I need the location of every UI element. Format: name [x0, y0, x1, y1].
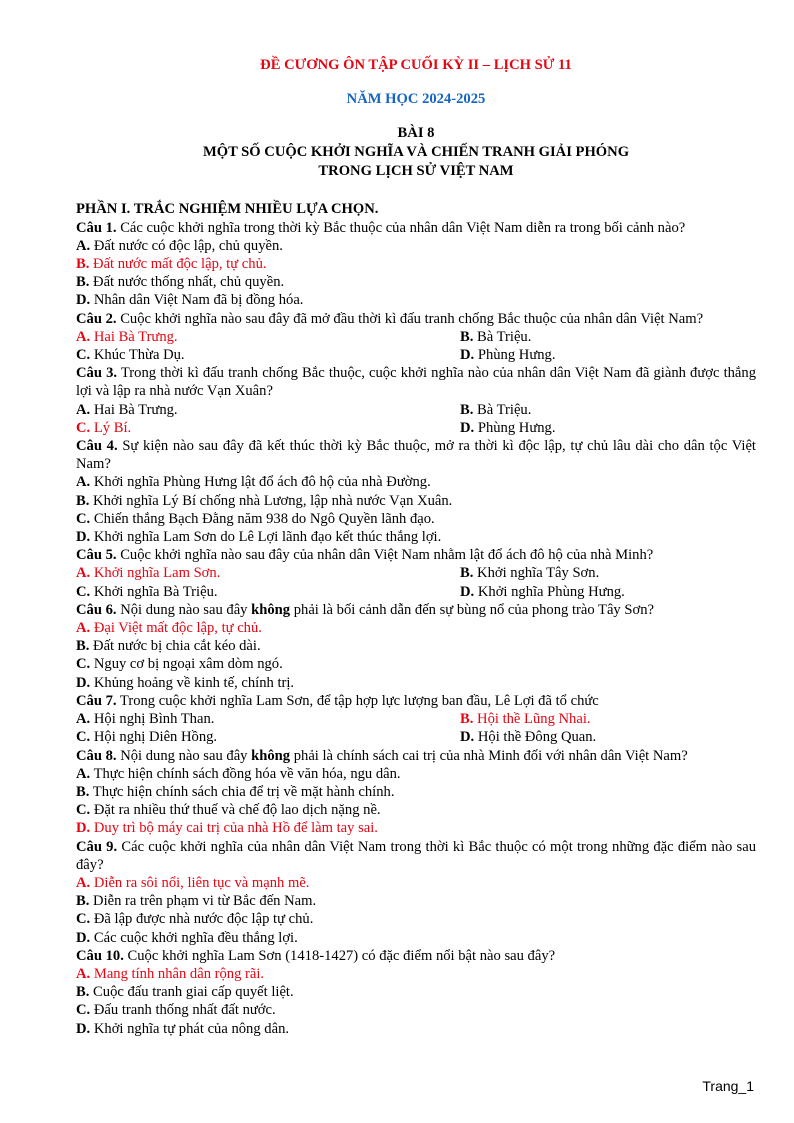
option-b: B. Bà Triệu. [460, 328, 532, 345]
question-number: Câu 3. [76, 365, 118, 382]
option-d: D. Các cuộc khởi nghĩa đều thắng lợi. [76, 929, 298, 946]
option-b: B. Đất nước thống nhất, chủ quyền. [76, 274, 285, 291]
option-a: A. Hội nghị Bình Than. [76, 711, 215, 728]
option-c: C. Đấu tranh thống nhất đất nước. [76, 1002, 276, 1019]
option-b: B. Đất nước bị chia cắt kéo dài. [76, 638, 261, 655]
question-text: Cuộc khởi nghĩa nào sau đây đã mở đầu thời kì đấu tranh chống Bắc thuộc của nhân dân Việt Nam? [116, 310, 704, 327]
document-title: ĐỀ CƯƠNG ÔN TẬP CUỐI KỲ II – LỊCH SỬ 11 [260, 57, 572, 73]
option-a: A. Đất nước có độc lập, chủ quyền. [76, 237, 283, 254]
question-number: Câu 9. [76, 838, 118, 855]
question-number: Câu 1. [76, 219, 117, 236]
question-8: Câu 8. Nội dung nào sau đây không phải là chính sách cai trị của nhà Minh đối với nhân dân Việt Nam? A. Thực hiện chính sách đồng hóa về văn hóa, ngu dân. B. Thực hiện chính sách chia để trị về mặt hành chính. C. Đặt ra nhiều thứ thuế và chế độ lao dịch nặng nề. D. Duy trì bộ máy cai trị của nhà Hồ để làm tay sai. [76, 747, 756, 838]
part-title: PHẦN I. TRẮC NGHIỆM NHIỀU LỰA CHỌN. [76, 201, 379, 218]
option-d: D. Phùng Hưng. [460, 419, 556, 436]
question-text: Trong cuộc khởi nghĩa Lam Sơn, để tập hợp lực lượng ban đầu, Lê Lợi đã tổ chức [116, 692, 599, 709]
option-b-answer: B. Đất nước mất độc lập, tự chủ. [76, 256, 267, 273]
question-number: Câu 6. [76, 601, 117, 618]
question-number: Câu 7. [76, 692, 117, 709]
question-text: Cuộc khởi nghĩa Lam Sơn (1418-1427) có đặc điểm nổi bật nào sau đây? [123, 947, 556, 964]
option-d: D. Hội thề Đông Quan. [460, 729, 597, 746]
question-5 [76, 546, 756, 601]
lesson-number: BÀI 8 [397, 125, 435, 142]
emphasis: không [251, 601, 291, 618]
option-b: B. Khởi nghĩa Tây Sơn. [460, 565, 600, 582]
question-9 [76, 838, 756, 947]
question-text: Các cuộc khởi nghĩa của nhân dân Việt Nam trong thời kì Bắc thuộc có một trong những đặc điểm nào sau đây? [76, 838, 756, 873]
question-4 [76, 437, 756, 546]
option-d: D. Nhân dân Việt Nam đã bị đồng hóa. [76, 292, 304, 309]
option-a: A. Hai Bà Trưng. [76, 401, 178, 418]
option-c: C. Hội nghị Diên Hồng. [76, 729, 218, 746]
option-a: A. Khởi nghĩa Phùng Hưng lật đổ ách đô hộ của nhà Đường. [76, 474, 431, 491]
option-b-answer: B. Hội thề Lũng Nhai. [460, 711, 591, 728]
school-year: NĂM HỌC 2024-2025 [346, 91, 486, 108]
question-2 [76, 310, 756, 365]
option-a-answer: A. Diễn ra sôi nổi, liên tục và mạnh mẽ. [76, 874, 310, 891]
option-c-answer: C. Lý Bí. [76, 419, 132, 436]
question-number: Câu 4. [76, 438, 118, 455]
lesson-title-line-1: MỘT SỐ CUỘC KHỞI NGHĨA VÀ CHIẾN TRANH GIẢI PHÓNG [202, 144, 630, 161]
option-a-answer: A. Khởi nghĩa Lam Sơn. [76, 565, 221, 582]
option-c: C. Khởi nghĩa Bà Triệu. [76, 583, 218, 600]
question-number: Câu 2. [76, 310, 117, 327]
question-number: Câu 10. [76, 947, 124, 964]
question-1 [76, 219, 756, 310]
option-d-answer: D. Duy trì bộ máy cai trị của nhà Hồ để làm tay sai. [76, 820, 378, 837]
emphasis: không [251, 747, 291, 764]
option-b: B. Diễn ra trên phạm vi từ Bắc đến Nam. [76, 893, 317, 910]
page-number: Trang_1 [702, 1078, 754, 1094]
option-c: C. Chiến thắng Bạch Đằng năm 938 do Ngô Quyền lãnh đạo. [76, 510, 435, 527]
option-d: D. Phùng Hưng. [460, 347, 556, 364]
option-c: C. Nguy cơ bị ngoại xâm dòm ngó. [76, 656, 283, 673]
option-d: D. Khởi nghĩa Phùng Hưng. [460, 583, 625, 600]
option-b: B. Bà Triệu. [460, 401, 532, 418]
option-d: D. Khủng hoảng về kinh tế, chính trị. [76, 674, 295, 691]
lesson-title-line-2: TRONG LỊCH SỬ VIỆT NAM [318, 163, 514, 180]
question-text: Trong thời kì đấu tranh chống Bắc thuộc, cuộc khởi nghĩa nào của nhân dân Việt Nam đã giành được thắng lợi và lập ra nhà nước Vạn Xuân? [76, 365, 757, 400]
question-3 [76, 364, 756, 437]
option-c: C. Đã lập được nhà nước độc lập tự chủ. [76, 911, 314, 928]
document-page [76, 56, 756, 1038]
option-b: B. Cuộc đấu tranh giai cấp quyết liệt. [76, 984, 294, 1001]
question-text: Các cuộc khởi nghĩa trong thời kỳ Bắc thuộc của nhân dân Việt Nam diễn ra trong bối cảnh nào? [116, 219, 686, 236]
option-c: C. Khúc Thừa Dụ. [76, 347, 185, 364]
option-b: B. Khởi nghĩa Lý Bí chống nhà Lương, lập nhà nước Vạn Xuân. [76, 492, 453, 509]
option-a: A. Thực hiện chính sách đồng hóa về văn hóa, ngu dân. [76, 765, 401, 782]
option-a-answer: A. Đại Việt mất độc lập, tự chủ. [76, 620, 262, 637]
question-6: Câu 6. Nội dung nào sau đây không phải là bối cảnh dẫn đến sự bùng nổ của phong trào Tây Sơn? A. Đại Việt mất độc lập, tự chủ. B. Đất nước bị chia cắt kéo dài. C. Nguy cơ bị ngoại xâm dòm ngó. D. Khủng hoảng về kinh tế, chính trị. [76, 601, 756, 692]
option-a-answer: A. Hai Bà Trưng. [76, 328, 178, 345]
option-a-answer: A. Mang tính nhân dân rộng rãi. [76, 965, 265, 982]
lesson-heading [76, 124, 756, 181]
question-10 [76, 947, 756, 1038]
question-text: Sự kiện nào sau đây đã kết thúc thời kỳ Bắc thuộc, mở ra thời kì độc lập, tự chủ lâu dài cho dân tộc Việt Nam? [76, 438, 756, 473]
question-number: Câu 8. [76, 747, 117, 764]
option-b: B. Thực hiện chính sách chia để trị về mặt hành chính. [76, 783, 395, 800]
option-c: C. Đặt ra nhiều thứ thuế và chế độ lao dịch nặng nề. [76, 802, 381, 819]
option-d: D. Khởi nghĩa tự phát của nông dân. [76, 1020, 290, 1037]
question-text: Cuộc khởi nghĩa nào sau đây của nhân dân Việt Nam nhằm lật đổ ách đô hộ của nhà Minh? [116, 547, 654, 564]
option-d: D. Khởi nghĩa Lam Sơn do Lê Lợi lãnh đạo kết thúc thắng lợi. [76, 529, 442, 546]
question-number: Câu 5. [76, 547, 117, 564]
question-7 [76, 692, 756, 747]
